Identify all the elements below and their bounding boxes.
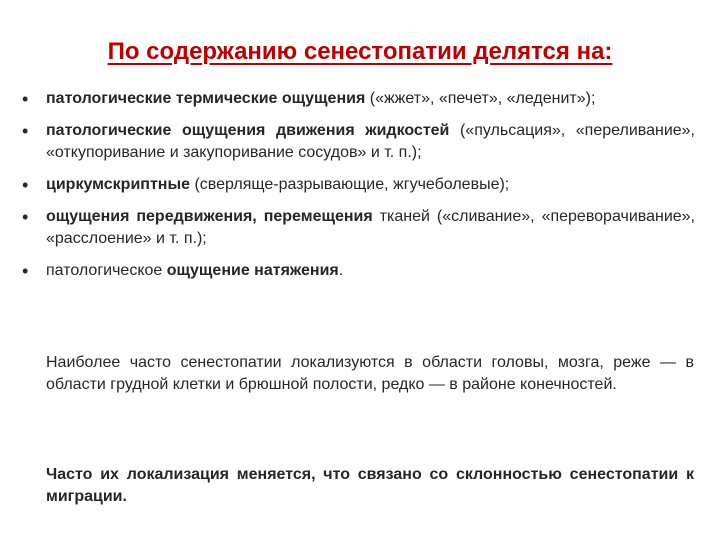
bullet-item-bold: циркумскриптные (46, 176, 191, 193)
migration-paragraph: Часто их локализация меняется, что связано со склонностью сенестопатии к миграции. (46, 466, 694, 505)
bullet-item-text: («пульсация», «переливание», «откупоривание и закупоривание сосудов» и т. п.); (46, 122, 696, 161)
bullet-item-circumscript (20, 174, 695, 196)
bullet-item-displacement (20, 206, 695, 250)
bullet-item-bold: патологические термические ощущения (46, 90, 366, 107)
bullet-list (20, 88, 695, 292)
bullet-item-prefix: патологическое (46, 262, 167, 279)
bullet-item-bold: патологические ощущения движения жидкостей (46, 122, 450, 139)
bullet-item-text: («жжет», «печет», «леденит»); (365, 90, 596, 107)
bullet-item-fluid-motion (20, 120, 695, 164)
localization-paragraph: Наиболее часто сенестопатии локализуются в области головы, мозга, реже — в области грудной клетки и брюшной полости, редко — в районе конечностей. (46, 354, 694, 393)
bullet-item-bold: ощущения передвижения, перемещения (46, 208, 373, 225)
bullet-item-tension (20, 260, 695, 282)
bullet-item-bold: ощущение натяжения (166, 262, 339, 279)
bullet-item-text: . (338, 262, 344, 279)
bullet-item-text: тканей («сливание», «переворачивание», «расслоение» и т. п.); (46, 208, 695, 247)
slide-title-text: По содержанию сенестопатии делятся на: (107, 38, 613, 65)
bullet-item-text: (сверляще-разрывающие, жгучеболевые); (190, 176, 510, 193)
bullet-item-thermal (20, 88, 695, 110)
slide-title (0, 38, 720, 66)
